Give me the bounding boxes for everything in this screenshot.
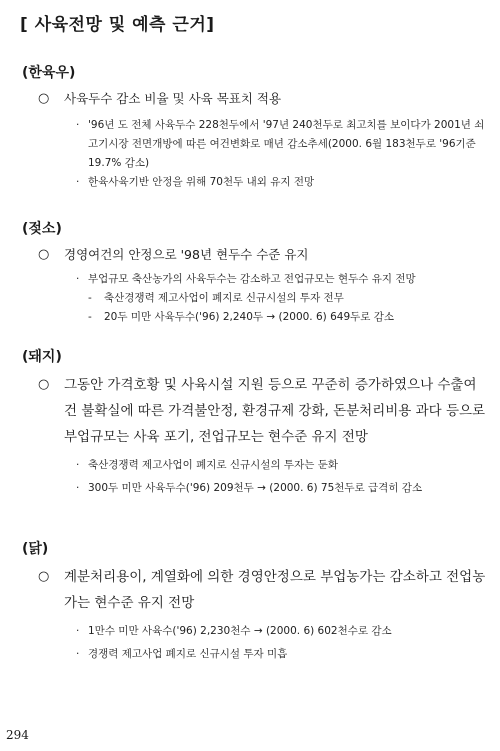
page-number: 294 — [6, 728, 29, 742]
section-heading: (젖소) — [22, 221, 62, 237]
section-chicken — [14, 538, 486, 664]
sub-item-text: '96년 도 전체 사육두수 228천두에서 '97년 240천두로 최고치를 보이다가 2001년 쇠고기시장 전면개방에 따른 여건변화로 매년 감소추세(2000. 6월 183천두로 '96기준 19.7% 감소) — [88, 119, 485, 169]
circle-bullet-icon: ○ — [38, 247, 50, 262]
sub-item-text: 한육사육기반 안정을 위해 70천두 내외 유지 전망 — [88, 176, 315, 188]
dot-bullet-icon: · — [76, 119, 80, 131]
section-heading: (닭) — [22, 541, 49, 557]
sub-item-text: 경쟁력 제고사업 폐지로 신규시설 투자 미흡 — [88, 648, 288, 660]
sub-item-text: 1만수 미만 사육수('96) 2,230천수 → (2000. 6) 602천수로 감소 — [88, 625, 392, 637]
dot-bullet-icon: · — [76, 273, 80, 285]
sub-item — [76, 645, 486, 664]
page-title: [ 사육전망 및 예측 근거] — [20, 15, 215, 35]
circle-bullet-icon: ○ — [38, 569, 50, 584]
dot-bullet-icon: · — [76, 459, 80, 471]
sub-item-text: 20두 미만 사육두수('96) 2,240두 → (2000. 6) 649두로 감소 — [104, 311, 395, 323]
sub-item-text: 축산경쟁력 제고사업이 폐지로 신규시설의 투자는 둔화 — [88, 459, 338, 471]
section-pigs — [14, 346, 486, 498]
main-bullet — [38, 372, 486, 450]
bullet-text: 계분처리용이, 계열화에 의한 경영안정으로 부업농가는 감소하고 전업농가는 현수준 유지 전망 — [64, 569, 486, 611]
dot-bullet-icon: · — [76, 176, 80, 188]
section-dairy-cattle — [14, 218, 486, 327]
sub-item-text: 축산경쟁력 제고사업이 폐지로 신규시설의 투자 전무 — [104, 292, 344, 304]
bullet-text: 사육두수 감소 비율 및 사육 목표치 적용 — [64, 91, 282, 106]
sub-item — [76, 173, 486, 192]
sub-item — [76, 116, 486, 173]
circle-bullet-icon: ○ — [38, 91, 50, 106]
main-bullet — [38, 244, 486, 266]
sub-item-text: 300두 미만 사육두수('96) 209천두 → (2000. 6) 75천두로 급격히 감소 — [88, 482, 423, 494]
sub-item — [76, 479, 486, 498]
sub-item — [76, 456, 486, 475]
dot-bullet-icon: · — [76, 482, 80, 494]
dash-bullet-icon: - — [88, 292, 92, 304]
main-bullet — [38, 88, 486, 110]
bullet-text: 그동안 가격호황 및 사육시설 지원 등으로 꾸준히 증가하였으나 수출여건 불확실에 따른 가격불안정, 환경규제 강화, 돈분처리비용 과다 등으로 부업규모는 사육 포기, 전업규모는 현수준 유지 전망 — [64, 377, 486, 445]
section-heading: (돼지) — [22, 349, 62, 365]
section-heading: (한육우) — [22, 65, 76, 81]
sub-item — [76, 270, 486, 289]
dash-bullet-icon: - — [88, 311, 92, 323]
sub-item-text: 부업규모 축산농가의 사육두수는 감소하고 전업규모는 현두수 유지 전망 — [88, 273, 416, 285]
circle-bullet-icon: ○ — [38, 377, 50, 392]
sub-item — [76, 622, 486, 641]
dot-bullet-icon: · — [76, 648, 80, 660]
section-korean-beef — [14, 62, 486, 192]
main-bullet — [38, 564, 486, 616]
sub-item — [88, 289, 486, 308]
bullet-text: 경영여건의 안정으로 '98년 현두수 수준 유지 — [64, 247, 309, 262]
sub-item — [88, 308, 486, 327]
dot-bullet-icon: · — [76, 625, 80, 637]
